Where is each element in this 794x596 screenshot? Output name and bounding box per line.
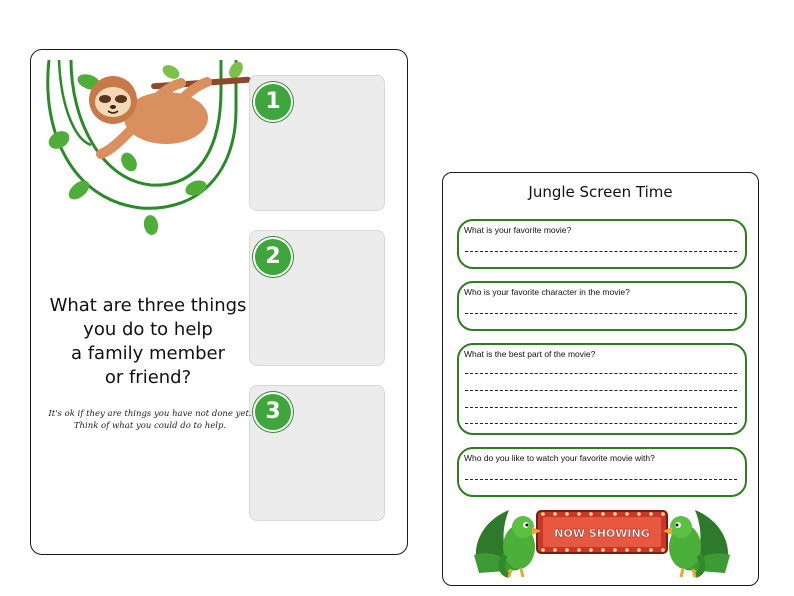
- question-box-2: [457, 281, 747, 331]
- answer-line[interactable]: [465, 313, 737, 314]
- question-box-1: [457, 219, 747, 269]
- answer-line[interactable]: [465, 479, 737, 480]
- question-box-4: [457, 447, 747, 497]
- answer-line[interactable]: [465, 373, 737, 374]
- question-line: or friend?: [104, 367, 192, 388]
- now-showing-banner: [469, 495, 735, 579]
- note-line: Think of what you could do to help.: [73, 421, 227, 431]
- answer-line[interactable]: [465, 423, 737, 424]
- question-line: you do to help: [83, 319, 213, 340]
- question-label: Who is your favorite character in the movie?: [464, 287, 630, 297]
- question-box-3: [457, 343, 747, 435]
- banner-text: NOW SHOWING: [554, 527, 650, 540]
- question-label: What is your favorite movie?: [464, 225, 572, 235]
- question-label: What is the best part of the movie?: [464, 349, 596, 359]
- question-line: What are three things: [49, 295, 247, 316]
- answer-line[interactable]: [465, 407, 737, 408]
- worksheet-card-right: [442, 172, 759, 586]
- jungle-vine-icon: [45, 59, 245, 236]
- activity-note: [45, 408, 255, 432]
- sloth-illustration: [31, 50, 271, 250]
- question-label: Who do you like to watch your favorite movie with?: [464, 453, 655, 463]
- answer-line[interactable]: [465, 251, 737, 252]
- activity-question: [41, 294, 255, 390]
- answer-line[interactable]: [465, 390, 737, 391]
- worksheet-title: Jungle Screen Time: [528, 183, 673, 201]
- activity-card-left: [30, 49, 408, 555]
- note-line: It's ok if they are things you have not done yet.: [48, 409, 252, 419]
- number-badge-1: 1: [253, 82, 293, 122]
- number-badge-2: 2: [253, 237, 293, 277]
- question-line: a family member: [70, 343, 226, 364]
- number-badge-3: 3: [253, 392, 293, 432]
